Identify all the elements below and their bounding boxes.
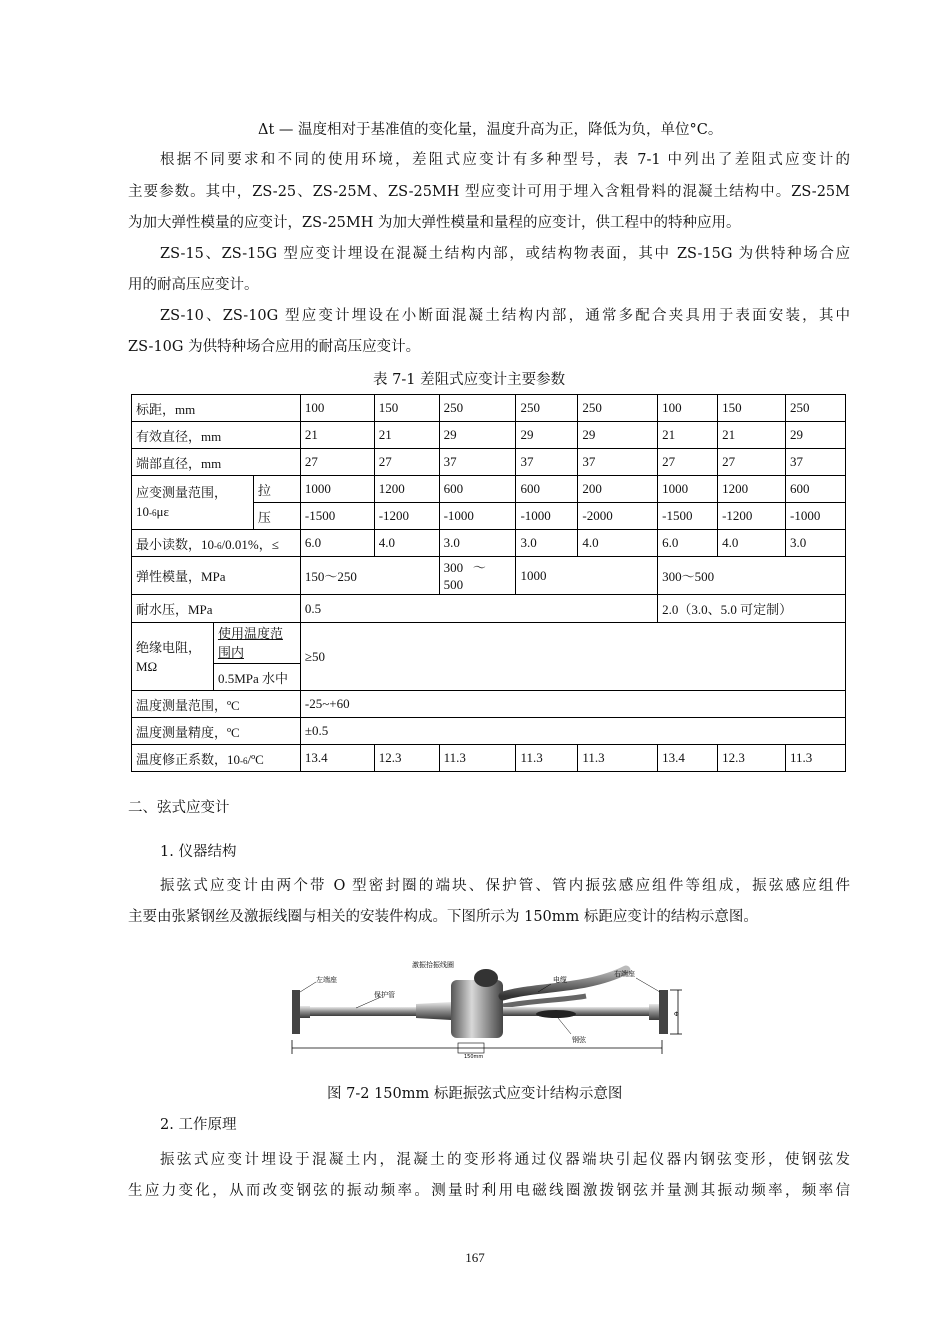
row-label-temp-coef [132,745,301,772]
min-reading-label-exp: -6 [214,540,222,551]
tube-taper [416,1002,451,1020]
table-cell: ≥50 [300,623,845,691]
table-row [132,557,846,595]
table-cell: 3.0 [439,530,516,557]
table-cell: 37 [516,449,578,476]
strain-gauge-diagram [286,956,696,1062]
label-cable: 电缆 [553,976,567,984]
paragraph-5-line-1: 振弦式应变计埋设于混凝土内，混凝土的变形将通过仪器端块引起仪器内钢弦变形，使钢弦发 [160,1152,850,1168]
paragraph-3-line-2: ZS-10G 为供特种场合应用的耐高压应变计。 [128,339,421,355]
table-cell: 1000 [300,476,374,503]
paragraph-4-line-2: 主要由张紧钢丝及激振线圈与相关的安装件构成。下图所示为 150mm 标距应变计的结构示意图。 [128,909,758,925]
table-cell: 600 [516,476,578,503]
subsection-heading-structure: 1. 仪器结构 [160,844,237,860]
row-label: 弹性模量，MPa [132,557,301,595]
label-right-end: 右端座 [614,970,635,978]
row-label: 温度测量精度，ºC [132,718,301,745]
table-cell: -1200 [718,503,786,530]
row-label: 温度测量范围，ºC [132,691,301,718]
row-label: 绝缘电阻，MΩ [132,623,214,691]
sub-label-compression: 压 [253,503,300,530]
table-row [132,745,846,772]
min-reading-label-a: 最小读数，10 [136,536,215,552]
table-cell: 21 [374,422,439,449]
table-cell: 4.0 [578,530,658,557]
table-cell: 3.0 [516,530,578,557]
table-caption: 表 7-1 差阻式应变计主要参数 [373,372,566,388]
table-cell: 27 [300,449,374,476]
modulus-b-bottom: 500 [443,576,464,592]
paragraph-5-line-2: 生应力变化，从而改变钢弦的振动频率。测量时利用电磁线圈激拨钢弦并量测其振动频率，频率信 [128,1183,850,1199]
table-cell: 250 [516,395,578,422]
label-coil: 激振拾振线圈 [412,961,454,969]
paragraph-2-line-1: ZS-15、ZS-15G 型应变计埋设在混凝土结构内部，或结构物表面，其中 ZS-15G 为供特种场合应 [160,246,850,262]
table-cell: 12.3 [374,745,439,772]
table-cell: 4.0 [718,530,786,557]
paragraph-1-line-2: 主要参数。其中，ZS-25、ZS-25M、ZS-25MH 型应变计可用于埋入含粗骨料的混凝土结构中。ZS-25M [128,184,850,200]
table-cell: 100 [658,395,718,422]
table-cell: 13.4 [658,745,718,772]
sub-label-tension: 拉 [253,476,300,503]
table-row [132,623,846,664]
table-cell: 1200 [374,476,439,503]
table-cell: -1500 [658,503,718,530]
table-cell: 600 [785,476,845,503]
steel-wire-segment [536,1010,576,1018]
table-cell: 11.3 [439,745,516,772]
table-cell: -2000 [578,503,658,530]
table-cell: 100 [300,395,374,422]
table-cell: 13.4 [300,745,374,772]
table-cell: 21 [658,422,718,449]
right-end-block [649,1004,659,1020]
table-cell: ±0.5 [300,718,845,745]
paragraph-2-line-2: 用的耐高压应变计。 [128,277,259,293]
row-label-min-reading [132,530,301,557]
strain-unit-base: 10 [136,503,149,519]
table-cell: 21 [300,422,374,449]
table-cell: 1000 [658,476,718,503]
row-label: 标距，mm [132,395,301,422]
table-cell: 11.3 [516,745,578,772]
table-cell: 6.0 [658,530,718,557]
paragraph-1-line-1: 根据不同要求和不同的使用环境，差阻式应变计有多种型号，表 7-1 中列出了差阻式应变计的 [160,152,850,168]
coil-housing [451,980,503,1038]
left-end-flange [292,990,300,1034]
table-row [132,476,846,503]
parameter-table [131,394,846,772]
table-cell: 37 [439,449,516,476]
table-cell: 11.3 [785,745,845,772]
temp-coef-label-a: 温度修正系数，10 [136,751,241,767]
section-heading: 二、弦式应变计 [128,800,230,816]
right-end-flange [659,990,668,1034]
table-cell: 300～500 [658,557,846,595]
diameter-label: Φ [674,1011,679,1018]
table-row [132,718,846,745]
subsection-heading-principle: 2. 工作原理 [160,1117,237,1133]
row-label: 有效直径，mm [132,422,301,449]
table-cell: 6.0 [300,530,374,557]
table-cell: -25~+60 [300,691,845,718]
table-row [132,422,846,449]
table-cell: 29 [439,422,516,449]
right-tube [503,1007,649,1016]
label-steel-wire: 钢弦 [572,1036,586,1044]
table-cell: 150 [718,395,786,422]
table-cell: 27 [374,449,439,476]
table-cell: 150～250 [300,557,439,595]
table-cell: 2.0（3.0、5.0 可定制） [658,595,846,623]
table-cell: 21 [718,422,786,449]
coil-cap [474,969,498,987]
paragraph-4-line-1: 振弦式应变计由两个带 O 型密封圈的端块、保护管、管内振弦感应组件等组成，振弦感应组件 [160,878,850,894]
paragraph-3-line-1: ZS-10、ZS-10G 型应变计埋设在小断面混凝土结构内部，通常多配合夹具用于表面安装，其中 [160,308,850,324]
table-cell: 37 [785,449,845,476]
min-reading-label-b: /0.01%，≤ [221,536,279,552]
table-row [132,449,846,476]
table-cell: 29 [785,422,845,449]
table-cell-modulus-b [439,557,516,595]
strain-unit-exp: -6 [149,507,157,518]
table-cell: -1200 [374,503,439,530]
paragraph-1-line-3: 为加大弹性模量的应变计，ZS-25MH 为加大弹性模量和量程的应变计，供工程中的特种应用。 [128,215,741,231]
table-cell: 11.3 [578,745,658,772]
modulus-b-top: 300 ～ [443,559,486,575]
sub-label: 使用温度范围内 [213,623,300,664]
page-number: 167 [465,1250,485,1265]
row-label-strain-range [132,476,254,530]
table-cell: 4.0 [374,530,439,557]
table-cell: 150 [374,395,439,422]
strain-range-label: 应变测量范围， [136,484,228,500]
table-cell: 12.3 [718,745,786,772]
table-row [132,595,846,623]
row-label: 耐水压，MPa [132,595,301,623]
length-label: 150mm [464,1054,484,1060]
table-cell: 1200 [718,476,786,503]
table-cell: 0.5 [300,595,657,623]
figure-caption: 图 7-2 150mm 标距振弦式应变计结构示意图 [327,1086,623,1102]
table-cell: 200 [578,476,658,503]
label-protective-tube: 保护管 [374,991,395,999]
table-cell: 27 [658,449,718,476]
delta-t-definition: Δt — 温度相对于基准值的变化量，温度升高为正，降低为负，单位°C。 [258,122,723,138]
table-cell: -1000 [785,503,845,530]
table-cell: 3.0 [785,530,845,557]
table-cell: 250 [439,395,516,422]
table-cell: 600 [439,476,516,503]
sub-label: 0.5MPa 水中 [213,664,300,691]
table-cell: 1000 [516,557,658,595]
table-cell: 250 [578,395,658,422]
label-left-end: 左端座 [316,976,337,984]
table-cell: 29 [516,422,578,449]
table-row [132,395,846,422]
table-cell: 37 [578,449,658,476]
table-cell: -1000 [516,503,578,530]
strain-unit-symbol: με [156,503,169,519]
table-cell: 27 [718,449,786,476]
left-end-block [300,1006,310,1018]
table-row [132,530,846,557]
temp-coef-label-b: /ºC [247,751,264,767]
table-cell: 29 [578,422,658,449]
row-label: 端部直径，mm [132,449,301,476]
table-row [132,691,846,718]
table-cell: 250 [785,395,845,422]
temp-coef-label-exp: -6 [240,755,248,766]
table-cell: -1000 [439,503,516,530]
table-cell: -1500 [300,503,374,530]
